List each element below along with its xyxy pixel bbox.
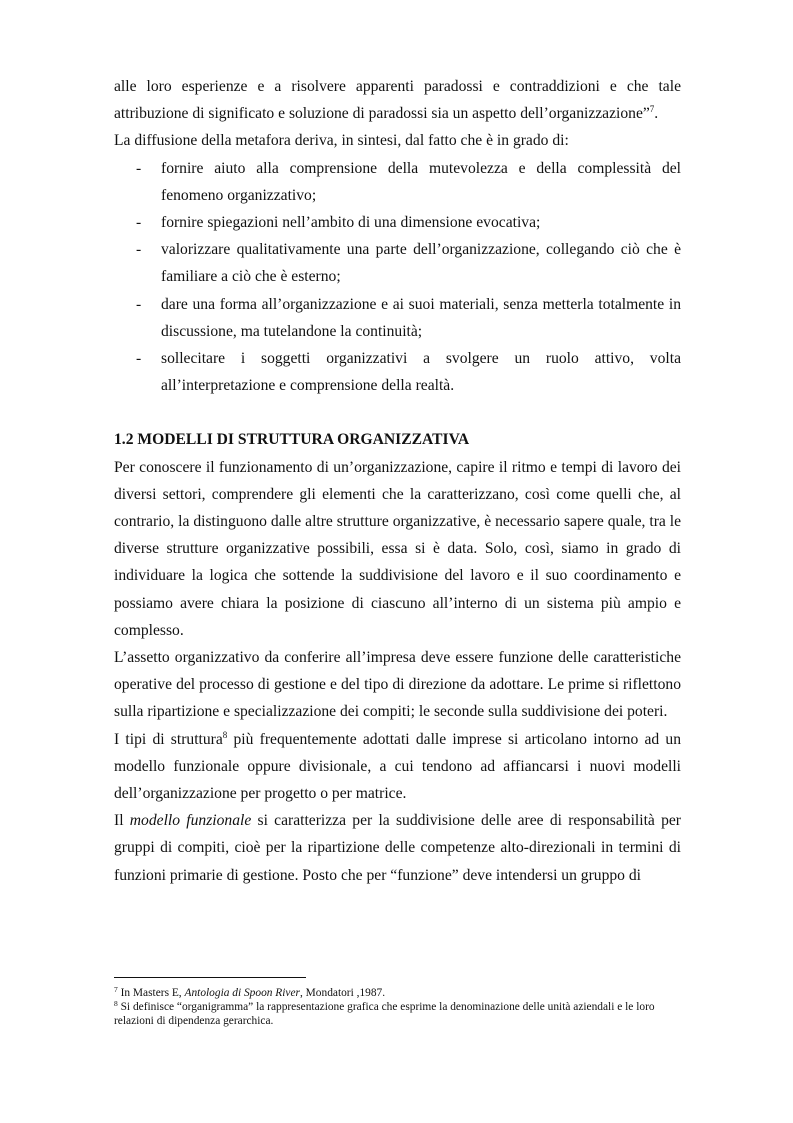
paragraph-text: si caratterizza per la suddivisione delle aree di responsabilità per gruppi di compiti, cioè per la ripartizione delle competenze alto-direzionali in termini di funzioni primarie di gestione. Posto che per “funzione” deve intendersi un gruppo di	[114, 812, 681, 884]
dash-bullet: -	[136, 159, 142, 177]
paragraph-functional-model	[114, 807, 681, 889]
footnote-number: 8	[114, 999, 118, 1009]
list-item	[114, 345, 681, 399]
paragraph-text: I tipi di struttura	[114, 730, 223, 748]
emphasis-functional-model: modello funzionale	[129, 812, 252, 830]
dash-bullet: -	[136, 214, 142, 232]
paragraph-structure-types	[114, 726, 681, 808]
footnote-text: In Masters E,	[117, 987, 185, 999]
list-item	[114, 209, 681, 236]
paragraph-organizational-setup: L’assetto organizzativo da conferire all’impresa deve essere funzione delle caratteristiche operative del processo di gestione e del tipo di direzione da adottare. Le prime si riflettono sulla ripartizione e specializzazione dei compiti; le seconde sulla suddivisione dei poteri.	[114, 649, 681, 721]
footnote-7	[114, 986, 681, 1000]
footnote-divider	[114, 977, 306, 978]
dash-bullet: -	[136, 241, 142, 259]
section-heading: 1.2 MODELLI DI STRUTTURA ORGANIZZATIVA	[114, 431, 470, 449]
list-item-text: fornire spiegazioni nell’ambito di una dimensione evocativa;	[161, 214, 541, 232]
list-item-text: valorizzare qualitativamente una parte dell’organizzazione, collegando ciò che è familiare a ciò che è esterno;	[161, 241, 681, 286]
list-item-text: dare una forma all’organizzazione e ai suoi materiali, senza metterla totalmente in discussione, ma tutelandone la continuità;	[161, 295, 681, 340]
paragraph-structure-intro: Per conoscere il funzionamento di un’organizzazione, capire il ritmo e tempi di lavoro dei diversi settori, comprendere gli elementi che la caratterizzano, così come quelli che, al contrario, la distinguono dalle altre strutture organizzative, è necessario sapere quale, tra le diverse strutture organizzative possibili, essa si è data. Solo, così, siamo in grado di individuare la logica che sottende la suddivisione del lavoro e il suo coordinamento e possiamo avere chiara la posizione di ciascuno all’interno di un sistema più ampio e complesso.	[114, 458, 681, 639]
main-text	[114, 73, 681, 889]
intro-paragraph-text: alle loro esperienze e a risolvere apparenti paradossi e contraddizioni e che tale attribuzione di significato e soluzione di paradossi sia un aspetto dell’organizzazione”	[114, 78, 681, 123]
list-item-text: sollecitare i soggetti organizzativi a svolgere un ruolo attivo, volta all’interpretazione e comprensione della realtà.	[161, 350, 681, 395]
paragraph-text: più frequentemente adottati dalle imprese si articolano intorno ad un modello funzionale oppure divisionale, a cui tendono ad affiancarsi i nuovi modelli dell’organizzazione per progetto o per matrice.	[114, 730, 682, 803]
footnote-8	[114, 1000, 681, 1028]
footnote-ref-7: 7	[649, 104, 655, 115]
footnote-text: Si definisce “organigramma” la rappresentazione grafica che esprime la denominazione delle unità aziendali e le loro relazioni di dipendenza gerarchica.	[114, 1001, 655, 1028]
footnote-text: , Mondatori ,1987.	[299, 987, 386, 999]
list-item	[114, 236, 681, 290]
list-item-text: fornire aiuto alla comprensione della mutevolezza e della complessità del fenomeno organizzativo;	[161, 159, 681, 204]
footnote-book-title: Antologia di Spoon River	[184, 987, 300, 999]
metaphor-summary-paragraph: La diffusione della metafora deriva, in sintesi, dal fatto che è in grado di:	[114, 132, 569, 150]
footnote-ref-8: 8	[222, 729, 228, 740]
dash-bullet: -	[136, 350, 142, 368]
footnote-number: 7	[114, 985, 118, 994]
intro-paragraph-end: .	[654, 105, 659, 123]
list-item	[114, 155, 681, 209]
intro-paragraph-continuation	[114, 73, 681, 127]
metaphor-benefits-list	[114, 155, 681, 400]
list-item	[114, 291, 681, 345]
dash-bullet: -	[136, 295, 142, 313]
footnotes	[114, 977, 681, 1029]
paragraph-text: Il	[114, 812, 130, 830]
